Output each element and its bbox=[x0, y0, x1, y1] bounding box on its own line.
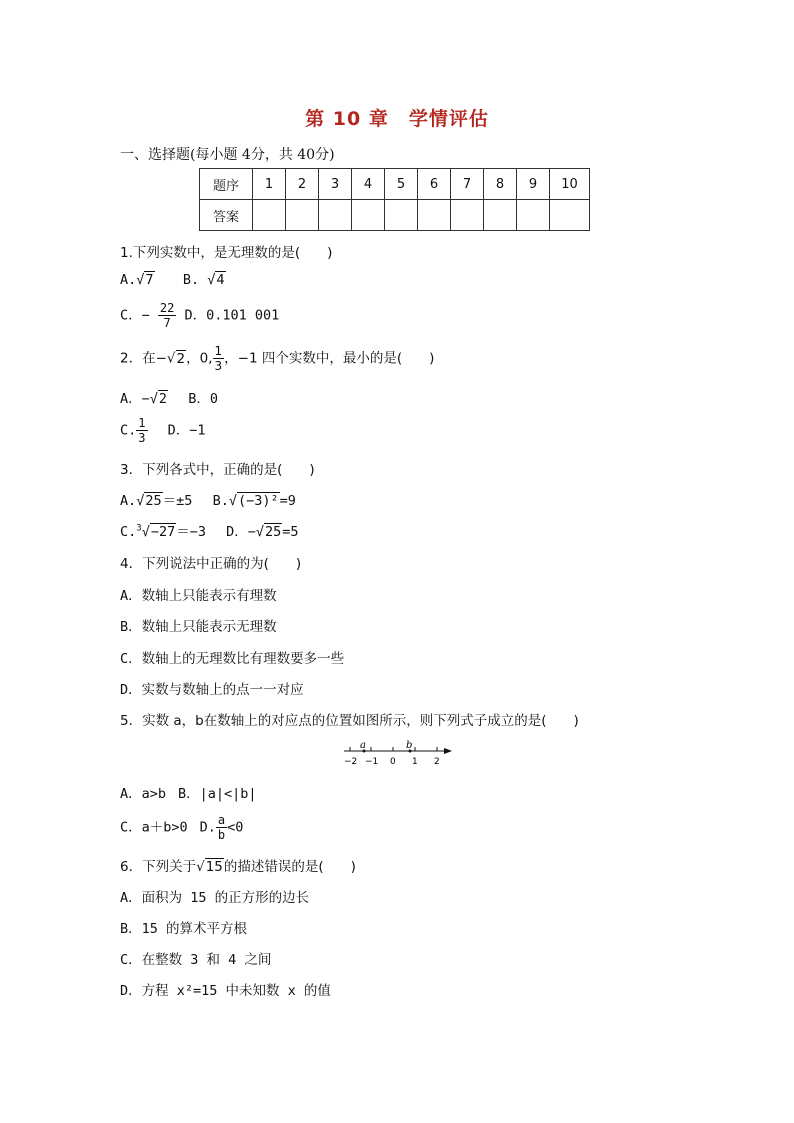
option-c-label: C．− bbox=[120, 307, 150, 324]
question-6-option-a: A．面积为 15 的正方形的边长 bbox=[120, 890, 310, 906]
question-4-option-d: D．实数与数轴上的点一一对应 bbox=[120, 682, 304, 698]
arrow-icon bbox=[444, 748, 452, 754]
question-5-options-ab: A．a>b B．|a|<|b| bbox=[120, 786, 257, 802]
question-6-stem: 6．下列关于√15的描述错误的是( ) bbox=[120, 859, 356, 875]
question-6-option-c: C．在整数 3 和 4 之间 bbox=[120, 952, 272, 968]
fraction: $\frac{1}{3}$ bbox=[138, 416, 146, 445]
point-b-label: b bbox=[406, 740, 413, 751]
answer-cell[interactable] bbox=[484, 200, 517, 231]
table-cell: 4 bbox=[352, 169, 385, 200]
table-cell: 6 bbox=[418, 169, 451, 200]
point-a-label: a bbox=[360, 740, 366, 751]
fraction: $\frac{1}{3}$ bbox=[214, 344, 223, 373]
tick-label: 1 bbox=[412, 757, 418, 767]
table-row bbox=[200, 169, 590, 200]
radicand: 7 bbox=[145, 272, 154, 288]
fraction: $\frac{a}{b}$ bbox=[217, 813, 226, 842]
answer-cell[interactable] bbox=[418, 200, 451, 231]
table-cell: 1 bbox=[253, 169, 286, 200]
question-3-options-ab: A.√25＝±5 B.√(−3)²=9 bbox=[120, 493, 296, 509]
tick-label: 2 bbox=[434, 757, 440, 767]
question-2-options-cd: C. $\frac{1}{3}$ D．−1 bbox=[120, 416, 206, 445]
answer-cell[interactable] bbox=[352, 200, 385, 231]
question-2-stem: 2．在−√2，0, $\frac{1}{3}$ ，−1 四个实数中，最小的是( ) bbox=[120, 344, 435, 373]
question-5-stem: 5．实数 a，b在数轴上的对应点的位置如图所示，则下列式子成立的是( ) bbox=[120, 713, 579, 729]
question-5-options-cd: C．a＋b>0 D. $\frac{a}{b}$ <0 bbox=[120, 813, 244, 842]
number-line-figure bbox=[340, 738, 460, 768]
table-cell: 9 bbox=[517, 169, 550, 200]
question-4-stem: 4．下列说法中正确的为( ) bbox=[120, 556, 302, 572]
answer-cell[interactable] bbox=[253, 200, 286, 231]
tick-label: 0 bbox=[390, 757, 396, 767]
question-1-stem: 1.下列实数中，是无理数的是( ) bbox=[120, 245, 333, 261]
table-cell: 8 bbox=[484, 169, 517, 200]
table-label: 答案 bbox=[200, 200, 253, 231]
question-3-options-cd: C.$^3$√−27＝−3 D．−√25=5 bbox=[120, 523, 299, 540]
question-2-options-ab: A．−√2 B．0 bbox=[120, 391, 218, 407]
question-4-option-a: A．数轴上只能表示有理数 bbox=[120, 588, 277, 604]
option-a-label: A. bbox=[120, 272, 137, 288]
table-cell: 3 bbox=[319, 169, 352, 200]
answer-cell[interactable] bbox=[517, 200, 550, 231]
answer-cell[interactable] bbox=[286, 200, 319, 231]
answer-cell[interactable] bbox=[319, 200, 352, 231]
question-4-option-b: B．数轴上只能表示无理数 bbox=[120, 619, 277, 635]
tick-label: −2 bbox=[344, 757, 358, 767]
table-cell: 5 bbox=[385, 169, 418, 200]
question-1-options-ab: A.√7 B. √4 bbox=[120, 272, 225, 288]
tick-label: −1 bbox=[365, 757, 379, 767]
question-1-options-cd bbox=[120, 301, 279, 330]
table-cell: 7 bbox=[451, 169, 484, 200]
answer-cell[interactable] bbox=[550, 200, 590, 231]
radicand: 4 bbox=[216, 272, 225, 288]
question-6-option-d: D．方程 x²=15 中未知数 x 的值 bbox=[120, 983, 331, 999]
page-title: 第 10 章 学情评估 bbox=[305, 108, 489, 130]
option-b-label: B. bbox=[182, 272, 200, 288]
answer-cell[interactable] bbox=[385, 200, 418, 231]
answer-cell[interactable] bbox=[451, 200, 484, 231]
question-3-stem: 3．下列各式中，正确的是( ) bbox=[120, 462, 315, 478]
table-cell: 10 bbox=[550, 169, 590, 200]
table-cell: 2 bbox=[286, 169, 319, 200]
section-heading: 一、选择题(每小题 4分，共 40分) bbox=[120, 147, 335, 163]
question-4-option-c: C．数轴上的无理数比有理数要多一些 bbox=[120, 651, 345, 667]
table-label: 题序 bbox=[200, 169, 253, 200]
option-d-text: D．0.101 001 bbox=[184, 307, 280, 324]
question-6-option-b: B．15 的算术平方根 bbox=[120, 921, 248, 937]
fraction: $\frac{22}{7}$ bbox=[159, 301, 175, 330]
table-row bbox=[200, 200, 590, 231]
answer-table bbox=[199, 168, 590, 231]
